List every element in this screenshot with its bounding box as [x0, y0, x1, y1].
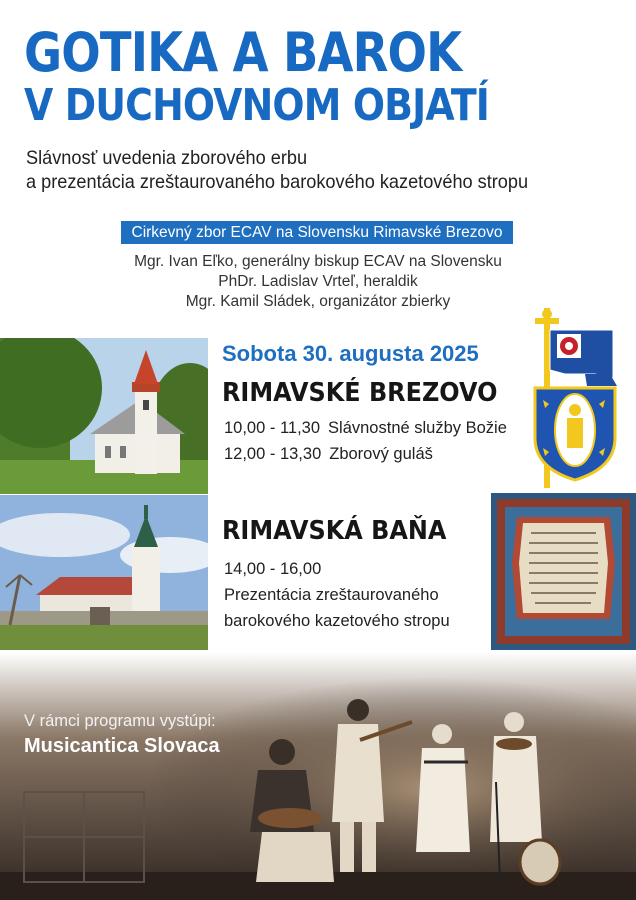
poster-title-line2: V DUCHOVNOM OBJATÍ	[24, 80, 489, 131]
church-illustration	[0, 338, 208, 494]
ceiling-panel-illustration	[491, 493, 636, 650]
organizer-banner: Cirkevný zbor ECAV na Slovensku Rimavské Brezovo	[121, 221, 513, 244]
event-place-bana: RIMAVSKÁ BAŇA	[222, 516, 447, 546]
schedule-label: Slávnostné služby Božie	[328, 419, 507, 437]
schedule-brezovo	[224, 415, 507, 467]
church-photo-brezovo	[0, 338, 208, 494]
program-intro: V rámci programu vystúpi:	[24, 712, 216, 730]
schedule-label: Prezentácia zreštaurovaného	[224, 586, 439, 604]
subtitle-line1: Slávnosť uvedenia zborového erbu	[26, 147, 308, 169]
subtitle	[26, 146, 528, 194]
schedule-label: Zborový guláš	[329, 445, 433, 463]
schedule-time: 10,00 - 11,30	[224, 419, 321, 437]
coat-of-arms-icon	[525, 308, 625, 488]
performer-name: Musicantica Slovaca	[24, 735, 220, 757]
poster-title-line1: GOTIKA A BAROK	[24, 21, 462, 84]
speaker-line: Mgr. Kamil Sládek, organizátor zbierky	[185, 293, 451, 310]
subtitle-line2: a prezentácia zreštaurovaného barokového kazetového stropu	[26, 171, 529, 193]
schedule-time: 14,00 - 16,00	[224, 560, 322, 578]
event-date: Sobota 30. augusta 2025	[222, 341, 479, 366]
speaker-line: PhDr. Ladislav Vrteľ, heraldik	[218, 273, 418, 290]
schedule-label: barokového kazetového stropu	[224, 612, 450, 630]
church-illustration	[0, 495, 208, 650]
schedule-bana	[224, 556, 450, 634]
church-photo-bana	[0, 495, 208, 650]
performance-photo	[0, 652, 636, 900]
speakers-list	[90, 252, 546, 312]
schedule-item	[224, 441, 507, 467]
ceiling-panel-photo	[491, 493, 636, 650]
event-place-brezovo: RIMAVSKÉ BREZOVO	[222, 378, 498, 408]
schedule-time: 12,00 - 13,30	[224, 445, 322, 463]
schedule-item	[224, 415, 507, 441]
performance-illustration	[0, 652, 636, 900]
speaker-line: Mgr. Ivan Eľko, generálny biskup ECAV na Slovensku	[134, 253, 502, 270]
